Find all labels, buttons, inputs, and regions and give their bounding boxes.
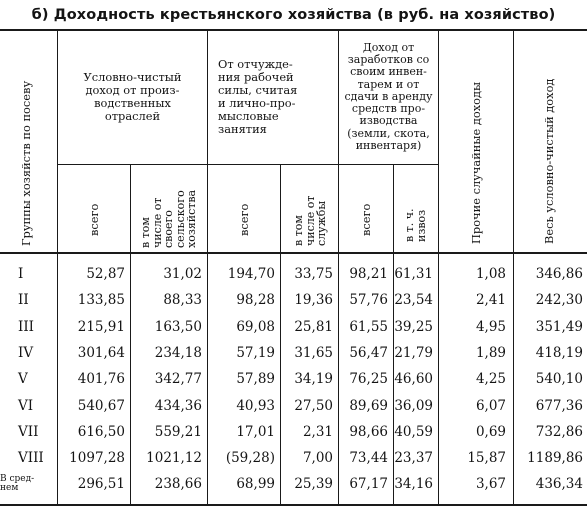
table-cell-c2: 234,18 (154, 344, 202, 361)
table-cell-c4: 33,75 (294, 266, 333, 282)
table-cell-c5: 76,25 (349, 371, 388, 388)
table-cell-c2: 559,21 (154, 423, 202, 440)
table-cell-c5: 57,76 (349, 292, 388, 309)
header-total-net: Весь условно-чистый доход (542, 78, 556, 244)
table-cell-c6: 39,25 (394, 318, 433, 335)
table-cell-c2: 434,36 (154, 397, 202, 414)
table-cell-c2: 238,66 (154, 476, 202, 493)
table-cell-c7: 3,67 (475, 476, 506, 493)
table-cell-c6: 61,31 (394, 266, 433, 282)
table-cell-c3: 57,89 (236, 371, 275, 388)
subheader-rule-3 (338, 164, 438, 165)
row-group-label: В сред- нем (0, 474, 35, 494)
table-cell-c5: 73,44 (349, 450, 388, 467)
table-cell-c1: 133,85 (77, 292, 125, 309)
table-cell-c4: 2,31 (302, 423, 333, 440)
header-earnings: Доход от заработков со своим инвен- тарем и от сдачи в аренду средств про- изводства (земли, скота, инвентаря) (344, 40, 433, 153)
table-cell-c2: 31,02 (163, 266, 202, 282)
table-cell-c5: 98,66 (349, 423, 388, 440)
table-cell-c7: 6,07 (475, 397, 506, 414)
table-cell-c3: 194,70 (227, 266, 275, 282)
table-cell-c8: 242,30 (535, 292, 583, 309)
table-cell-c3: 40,93 (236, 397, 275, 414)
header-incl-own-farm: в том числе от своего сельского хозяйства (139, 189, 198, 248)
table-cell-c7: 4,95 (475, 318, 506, 335)
table-cell-c6: 34,16 (394, 476, 433, 493)
table-cell-c4: 27,50 (294, 397, 333, 414)
table-cell-c8: 732,86 (535, 423, 583, 440)
table-cell-c5: 89,69 (349, 397, 388, 414)
row-group-label: IV (18, 344, 34, 361)
header-groups: Группы хозяйств по посеву (19, 80, 33, 246)
row-group-label: V (18, 371, 28, 388)
table-cell-c7: 4,25 (475, 371, 506, 388)
table-cell-c8: 351,49 (535, 318, 583, 335)
row-group-label: VII (18, 423, 39, 440)
table-cell-c1: 540,67 (77, 397, 125, 414)
table-cell-c8: 1189,86 (527, 450, 583, 467)
table-title: б) Доходность крестьянского хозяйства (в руб. на хозяйство) (31, 7, 556, 23)
table-cell-c8: 436,34 (535, 476, 583, 493)
table-cell-c6: 23,37 (394, 450, 433, 467)
table-cell-c6: 40,59 (394, 423, 433, 440)
table-cell-c4: 25,39 (294, 476, 333, 493)
header-total-2: всего (237, 203, 251, 236)
table-cell-c1: 215,91 (77, 318, 125, 335)
table-cell-c6: 21,79 (394, 344, 433, 361)
table-cell-c7: 1,89 (475, 344, 506, 361)
table-cell-c6: 36,09 (394, 397, 433, 414)
row-group-label: II (18, 292, 29, 309)
table-cell-c8: 540,10 (535, 371, 583, 388)
table-cell-c4: 19,36 (294, 292, 333, 309)
table-cell-c7: 15,87 (467, 450, 506, 467)
table-cell-c8: 418,19 (535, 344, 583, 361)
table-cell-c1: 301,64 (77, 344, 125, 361)
table-cell-c5: 98,21 (349, 266, 388, 282)
table-cell-c8: 677,36 (535, 397, 583, 414)
header-total-1: всего (87, 203, 101, 236)
col-rule-2 (130, 164, 131, 504)
row-group-label: VI (18, 397, 34, 414)
row-group-label: VIII (18, 450, 44, 467)
table-cell-c7: 1,08 (475, 266, 506, 282)
header-incl-carting: в т. ч. извоз (403, 208, 428, 242)
table-cell-c5: 67,17 (349, 476, 388, 493)
table-cell-c1: 401,76 (77, 371, 125, 388)
table-cell-c1: 52,87 (86, 266, 125, 282)
subheader-rule-2 (208, 164, 338, 165)
table-cell-c5: 61,55 (349, 318, 388, 335)
table-cell-c6: 46,60 (394, 371, 433, 388)
table-cell-c4: 7,00 (302, 450, 333, 467)
row-group-label: III (18, 318, 34, 335)
row-group-label: I (18, 266, 24, 282)
table-cell-c3: (59,28) (225, 450, 275, 467)
table-cell-c1: 1097,28 (69, 450, 125, 467)
table-cell-c7: 0,69 (475, 423, 506, 440)
header-conditional-net: Условно-чистый доход от произ- водственных отраслей (83, 70, 182, 123)
table-cell-c1: 616,50 (77, 423, 125, 440)
table-cell-c4: 34,19 (294, 371, 333, 388)
table-cell-c2: 342,77 (154, 371, 202, 388)
bottom-rule (0, 504, 587, 506)
subheader-rule-1 (58, 164, 208, 165)
table-cell-c3: 57,19 (236, 344, 275, 361)
table-cell-c7: 2,41 (475, 292, 506, 309)
table-cell-c3: 17,01 (236, 423, 275, 440)
table-cell-c3: 68,99 (236, 476, 275, 493)
table-cell-c4: 25,81 (294, 318, 333, 335)
table-cell-c4: 31,65 (294, 344, 333, 361)
table-cell-c3: 69,08 (236, 318, 275, 335)
table-cell-c5: 56,47 (349, 344, 388, 361)
header-incl-service: в том числе от службы (292, 195, 328, 246)
header-total-3: всего (359, 203, 373, 236)
header-bottom-rule (0, 252, 587, 254)
table-cell-c2: 88,33 (163, 292, 202, 309)
header-other-random: Прочие случайные доходы (469, 81, 483, 244)
table-cell-c2: 163,50 (154, 318, 202, 335)
table-cell-c1: 296,51 (77, 476, 125, 493)
table-cell-c8: 346,86 (535, 266, 583, 282)
table-cell-c3: 98,28 (236, 292, 275, 309)
table-cell-c2: 1021,12 (146, 450, 202, 467)
table-cell-c6: 23,54 (394, 292, 433, 309)
header-labor-sale: От отчужде- ния рабочей силы, считая и лично-про- мысловые занятия (218, 57, 298, 136)
